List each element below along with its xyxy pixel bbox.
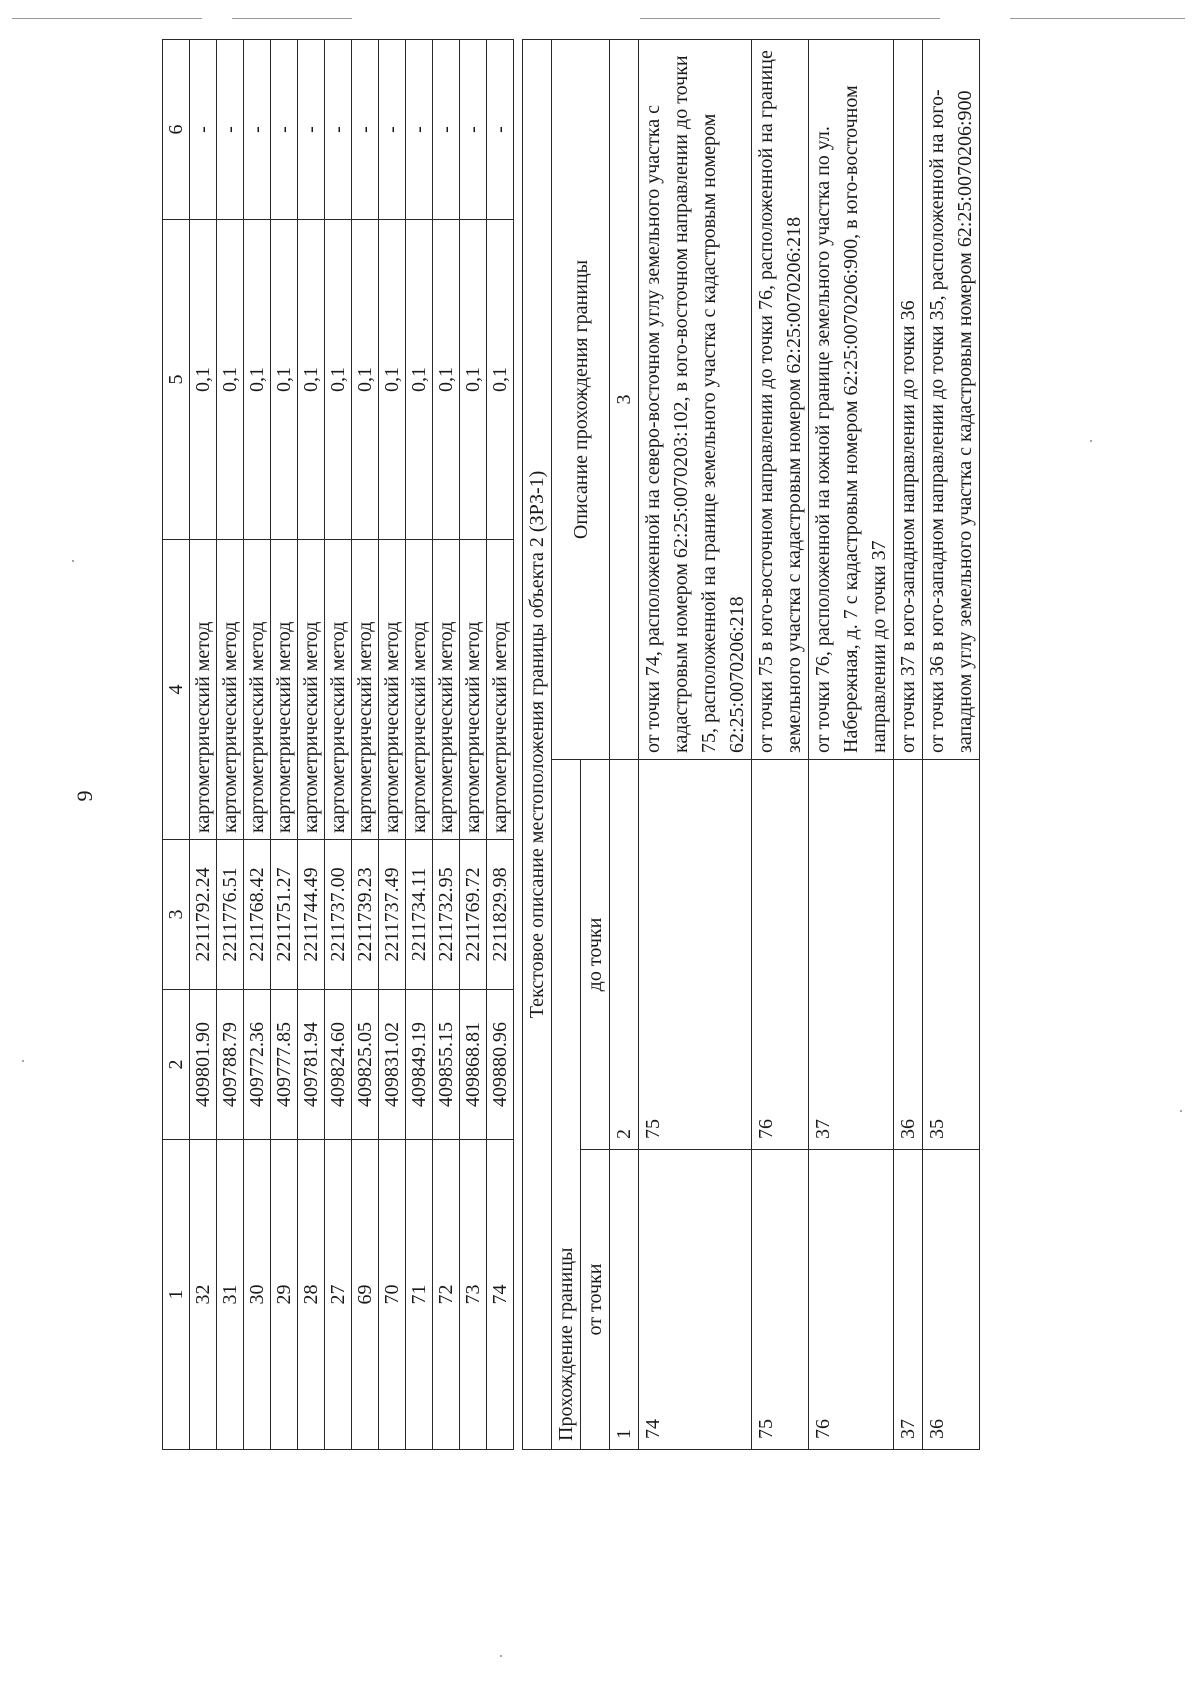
table-caption-row bbox=[523, 40, 552, 1450]
note-cell: - bbox=[298, 40, 325, 220]
table-row bbox=[352, 40, 379, 1450]
method-cell: картометрический метод bbox=[244, 540, 271, 840]
group-header: Прохождение границы bbox=[552, 760, 581, 1450]
x-coordinate-cell: 409831.02 bbox=[379, 990, 406, 1140]
rotated-landscape-page bbox=[70, 30, 1130, 1668]
point-number-cell: 27 bbox=[325, 1140, 352, 1450]
table-row bbox=[244, 40, 271, 1450]
method-cell: картометрический метод bbox=[379, 540, 406, 840]
description-cell: от точки 75 в юго-восточном направлении до точки 76, расположенной на границе земельного участка с кадастровым номером 62:25:0070206:218 bbox=[752, 40, 809, 760]
accuracy-cell: 0,1 bbox=[244, 220, 271, 540]
description-cell: от точки 36 в юго-западном направлении до точки 35, расположенной на юго-западном углу земельного участка с кадастровым номером 62:25:0070206:900 bbox=[923, 40, 980, 760]
point-number-cell: 70 bbox=[379, 1140, 406, 1450]
y-coordinate-cell: 2211768.42 bbox=[244, 840, 271, 990]
column-number: 3 bbox=[610, 40, 639, 760]
y-coordinate-cell: 2211732.95 bbox=[433, 840, 460, 990]
note-cell: - bbox=[487, 40, 514, 220]
y-coordinate-cell: 2211776.51 bbox=[217, 840, 244, 990]
accuracy-cell: 0,1 bbox=[217, 220, 244, 540]
page-number: 9 bbox=[72, 790, 97, 802]
coordinates-table bbox=[162, 39, 514, 1450]
column-number: 2 bbox=[610, 760, 639, 1150]
description-cell: от точки 74, расположенной на северо-восточном углу земельного участка с кадастровым номером 62:25:0070203:102, в юго-восточном направлении до точки 75, расположенной на границе земельного участка с кадастровым номером 62:25:0070206:218 bbox=[639, 40, 752, 760]
to-point-cell: 37 bbox=[809, 760, 894, 1150]
x-coordinate-cell: 409824.60 bbox=[325, 990, 352, 1140]
note-cell: - bbox=[217, 40, 244, 220]
table-row bbox=[752, 40, 809, 1450]
accuracy-cell: 0,1 bbox=[487, 220, 514, 540]
from-point-cell: 76 bbox=[809, 1150, 894, 1450]
description-cell: от точки 37 в юго-западном направлении до точки 36 bbox=[894, 40, 923, 760]
from-point-cell: 75 bbox=[752, 1150, 809, 1450]
method-cell: картометрический метод bbox=[352, 540, 379, 840]
table-row bbox=[217, 40, 244, 1450]
from-point-cell: 74 bbox=[639, 1150, 752, 1450]
scan-speck bbox=[1180, 1110, 1182, 1112]
x-coordinate-cell: 409777.85 bbox=[271, 990, 298, 1140]
table-row bbox=[190, 40, 217, 1450]
point-number-cell: 31 bbox=[217, 1140, 244, 1450]
method-cell: картометрический метод bbox=[406, 540, 433, 840]
scan-edge-line bbox=[12, 18, 202, 19]
note-cell: - bbox=[352, 40, 379, 220]
point-number-cell: 29 bbox=[271, 1140, 298, 1450]
y-coordinate-cell: 2211734.11 bbox=[406, 840, 433, 990]
y-coordinate-cell: 2211739.23 bbox=[352, 840, 379, 990]
y-coordinate-cell: 2211737.49 bbox=[379, 840, 406, 990]
method-cell: картометрический метод bbox=[217, 540, 244, 840]
method-cell: картометрический метод bbox=[271, 540, 298, 840]
table-row bbox=[433, 40, 460, 1450]
to-point-cell: 35 bbox=[923, 760, 980, 1150]
coordinates-table-body bbox=[163, 40, 514, 1450]
header-row bbox=[552, 40, 581, 1450]
description-column-header: Описание прохождения границы bbox=[552, 40, 610, 760]
x-coordinate-cell: 409880.96 bbox=[487, 990, 514, 1140]
method-cell: картометрический метод bbox=[298, 540, 325, 840]
column-number: 1 bbox=[163, 1140, 190, 1450]
point-number-cell: 73 bbox=[460, 1140, 487, 1450]
from-point-header: от точки bbox=[581, 1150, 610, 1450]
y-coordinate-cell: 2211769.72 bbox=[460, 840, 487, 990]
point-number-cell: 74 bbox=[487, 1140, 514, 1450]
table-row bbox=[460, 40, 487, 1450]
column-number: 4 bbox=[163, 540, 190, 840]
note-cell: - bbox=[406, 40, 433, 220]
point-number-cell: 28 bbox=[298, 1140, 325, 1450]
column-number: 1 bbox=[610, 1150, 639, 1450]
table-row bbox=[487, 40, 514, 1450]
point-number-cell: 71 bbox=[406, 1140, 433, 1450]
note-cell: - bbox=[325, 40, 352, 220]
point-number-cell: 72 bbox=[433, 1140, 460, 1450]
to-point-header: до точки bbox=[581, 760, 610, 1150]
method-cell: картометрический метод bbox=[325, 540, 352, 840]
table-row bbox=[639, 40, 752, 1450]
accuracy-cell: 0,1 bbox=[298, 220, 325, 540]
description-cell: от точки 76, расположенной на южной границе земельного участка по ул. Набережная, д. 7 с кадастровым номером 62:25:0070206:900, в юго-восточном направлении до точки 37 bbox=[809, 40, 894, 760]
y-coordinate-cell: 2211829.98 bbox=[487, 840, 514, 990]
method-cell: картометрический метод bbox=[487, 540, 514, 840]
table-row bbox=[809, 40, 894, 1450]
column-number: 2 bbox=[163, 990, 190, 1140]
accuracy-cell: 0,1 bbox=[271, 220, 298, 540]
column-number-row bbox=[610, 40, 639, 1450]
point-number-cell: 32 bbox=[190, 1140, 217, 1450]
accuracy-cell: 0,1 bbox=[460, 220, 487, 540]
table-row bbox=[271, 40, 298, 1450]
note-cell: - bbox=[271, 40, 298, 220]
accuracy-cell: 0,1 bbox=[325, 220, 352, 540]
x-coordinate-cell: 409801.90 bbox=[190, 990, 217, 1140]
scan-edge-line bbox=[1010, 18, 1185, 19]
note-cell: - bbox=[190, 40, 217, 220]
from-point-cell: 37 bbox=[894, 1150, 923, 1450]
y-coordinate-cell: 2211751.27 bbox=[271, 840, 298, 990]
accuracy-cell: 0,1 bbox=[379, 220, 406, 540]
column-number: 6 bbox=[163, 40, 190, 220]
note-cell: - bbox=[433, 40, 460, 220]
y-coordinate-cell: 2211744.49 bbox=[298, 840, 325, 990]
to-point-cell: 75 bbox=[639, 760, 752, 1150]
table-row bbox=[298, 40, 325, 1450]
scan-edge-line bbox=[232, 18, 352, 19]
table-row bbox=[325, 40, 352, 1450]
point-number-cell: 69 bbox=[352, 1140, 379, 1450]
method-cell: картометрический метод bbox=[460, 540, 487, 840]
note-cell: - bbox=[460, 40, 487, 220]
x-coordinate-cell: 409788.79 bbox=[217, 990, 244, 1140]
table-row bbox=[406, 40, 433, 1450]
note-cell: - bbox=[379, 40, 406, 220]
method-cell: картометрический метод bbox=[190, 540, 217, 840]
x-coordinate-cell: 409849.19 bbox=[406, 990, 433, 1140]
scan-speck bbox=[22, 1060, 24, 1062]
x-coordinate-cell: 409855.15 bbox=[433, 990, 460, 1140]
table-caption: Текстовое описание местоположения границы объекта 2 (ЗРЗ-1) bbox=[523, 40, 552, 1450]
table-row bbox=[894, 40, 923, 1450]
y-coordinate-cell: 2211737.00 bbox=[325, 840, 352, 990]
boundary-description-table bbox=[522, 39, 980, 1450]
accuracy-cell: 0,1 bbox=[352, 220, 379, 540]
accuracy-cell: 0,1 bbox=[433, 220, 460, 540]
to-point-cell: 36 bbox=[894, 760, 923, 1150]
x-coordinate-cell: 409868.81 bbox=[460, 990, 487, 1140]
boundary-description-table-body bbox=[523, 40, 980, 1450]
from-point-cell: 36 bbox=[923, 1150, 980, 1450]
accuracy-cell: 0,1 bbox=[406, 220, 433, 540]
y-coordinate-cell: 2211792.24 bbox=[190, 840, 217, 990]
table-row bbox=[923, 40, 980, 1450]
note-cell: - bbox=[244, 40, 271, 220]
accuracy-cell: 0,1 bbox=[190, 220, 217, 540]
column-number: 5 bbox=[163, 220, 190, 540]
x-coordinate-cell: 409825.05 bbox=[352, 990, 379, 1140]
to-point-cell: 76 bbox=[752, 760, 809, 1150]
column-number: 3 bbox=[163, 840, 190, 990]
table-row bbox=[379, 40, 406, 1450]
scan-edge-line bbox=[640, 18, 940, 19]
x-coordinate-cell: 409772.36 bbox=[244, 990, 271, 1140]
x-coordinate-cell: 409781.94 bbox=[298, 990, 325, 1140]
header-row bbox=[163, 40, 190, 1450]
point-number-cell: 30 bbox=[244, 1140, 271, 1450]
method-cell: картометрический метод bbox=[433, 540, 460, 840]
